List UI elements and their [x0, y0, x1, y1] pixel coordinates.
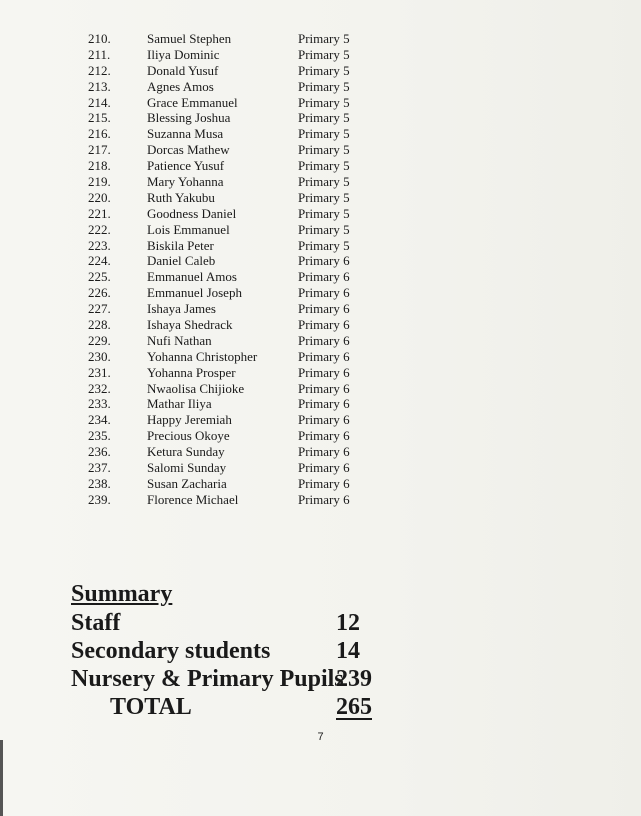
pupil-class: Primary 6: [298, 396, 350, 412]
summary-row-primary: [71, 665, 386, 693]
summary-value: 14: [336, 638, 360, 664]
pupil-class: Primary 5: [298, 142, 350, 158]
pupil-class: Primary 6: [298, 380, 350, 396]
list-item: [88, 381, 378, 397]
pupil-name: Dorcas Mathew: [147, 142, 230, 158]
pupil-number: 236.: [88, 444, 111, 460]
pupil-name: Ruth Yakubu: [147, 189, 215, 205]
pupil-name: Precious Okoye: [147, 428, 230, 444]
pupil-name: Nwaolisa Chijioke: [147, 380, 245, 396]
pupil-name: Iliya Dominic: [147, 46, 220, 62]
summary-row-total: [71, 693, 386, 721]
list-item: [88, 317, 378, 333]
summary-title: Summary: [71, 581, 173, 607]
list-item: [88, 190, 378, 206]
list-item: [88, 333, 378, 349]
list-item: [88, 396, 378, 412]
pupil-name: Mathar Iliya: [147, 396, 212, 412]
list-item: [88, 238, 378, 254]
pupil-class: Primary 6: [298, 460, 350, 476]
pupil-name: Goodness Daniel: [147, 205, 237, 221]
pupil-class: Primary 5: [298, 237, 350, 253]
pupil-name: Biskila Peter: [147, 237, 214, 253]
pupil-number: 213.: [88, 78, 111, 94]
list-item: [88, 95, 378, 111]
list-item: [88, 47, 378, 63]
pupil-class: Primary 6: [298, 428, 350, 444]
page-edge-mark: [0, 740, 3, 816]
list-item: [88, 126, 378, 142]
pupil-class: Primary 6: [298, 253, 350, 269]
summary-row-staff: [71, 609, 386, 637]
list-item: [88, 158, 378, 174]
pupil-number: 220.: [88, 189, 111, 205]
pupil-class: Primary 6: [298, 475, 350, 491]
pupil-name: Grace Emmanuel: [147, 94, 238, 110]
list-item: [88, 428, 378, 444]
list-item: [88, 492, 378, 508]
pupil-name: Lois Emmanuel: [147, 221, 230, 237]
pupil-number: 225.: [88, 269, 111, 285]
pupil-class: Primary 6: [298, 317, 350, 333]
pupil-name: Agnes Amos: [147, 78, 214, 94]
pupil-class: Primary 6: [298, 491, 350, 507]
pupil-class: Primary 5: [298, 94, 350, 110]
pupil-class: Primary 5: [298, 189, 350, 205]
pupil-class: Primary 5: [298, 126, 350, 142]
summary-value: 239: [336, 666, 372, 692]
total-value: 265: [336, 694, 372, 720]
list-item: [88, 110, 378, 126]
pupil-number: 212.: [88, 62, 111, 78]
list-item: [88, 222, 378, 238]
pupil-class: Primary 5: [298, 62, 350, 78]
pupil-number: 226.: [88, 285, 111, 301]
pupil-class: Primary 6: [298, 348, 350, 364]
pupil-class: Primary 6: [298, 301, 350, 317]
list-item: [88, 365, 378, 381]
pupil-class: Primary 6: [298, 332, 350, 348]
summary-label: Staff: [71, 610, 121, 636]
list-item: [88, 142, 378, 158]
pupil-number: 232.: [88, 380, 111, 396]
pupil-class: Primary 6: [298, 269, 350, 285]
list-item: [88, 253, 378, 269]
pupil-class: Primary 6: [298, 364, 350, 380]
list-item: [88, 31, 378, 47]
list-item: [88, 349, 378, 365]
pupil-name: Donald Yusuf: [147, 62, 219, 78]
pupil-name: Emmanuel Joseph: [147, 285, 242, 301]
pupil-class: Primary 6: [298, 285, 350, 301]
pupil-number: 227.: [88, 301, 111, 317]
pupil-class: Primary 5: [298, 31, 350, 46]
pupil-number: 222.: [88, 221, 111, 237]
summary-label: Nursery & Primary Pupils: [71, 666, 344, 692]
pupil-class: Primary 5: [298, 110, 350, 126]
pupil-number: 214.: [88, 94, 111, 110]
summary-label: Secondary students: [71, 638, 271, 664]
pupil-name: Florence Michael: [147, 491, 239, 507]
total-label: TOTAL: [110, 694, 192, 720]
page-number: 7: [317, 731, 324, 743]
pupil-number: 223.: [88, 237, 111, 253]
pupil-number: 210.: [88, 31, 111, 46]
summary-value: 12: [336, 610, 360, 636]
list-item: [88, 460, 378, 476]
pupil-class: Primary 5: [298, 205, 350, 221]
pupil-name: Salomi Sunday: [147, 460, 227, 476]
pupil-name: Ishaya James: [147, 301, 216, 317]
pupil-name: Suzanna Musa: [147, 126, 224, 142]
pupil-number: 230.: [88, 348, 111, 364]
list-item: [88, 444, 378, 460]
pupil-number: 218.: [88, 158, 111, 174]
list-item: [88, 476, 378, 492]
pupil-number: 221.: [88, 205, 111, 221]
pupil-name: Emmanuel Amos: [147, 269, 237, 285]
pupil-number: 211.: [88, 46, 111, 62]
pupil-number: 215.: [88, 110, 111, 126]
list-item: [88, 63, 378, 79]
pupil-name: Susan Zacharia: [147, 475, 227, 491]
pupil-class: Primary 5: [298, 174, 350, 190]
pupil-number: 216.: [88, 126, 111, 142]
pupil-name: Patience Yusuf: [147, 158, 225, 174]
pupil-name: Nufi Nathan: [147, 332, 212, 348]
pupil-number: 229.: [88, 332, 111, 348]
pupil-name: Samuel Stephen: [147, 31, 232, 46]
pupil-class: Primary 6: [298, 412, 350, 428]
pupil-number: 219.: [88, 174, 111, 190]
pupil-name: Yohanna Prosper: [147, 364, 236, 380]
pupil-number: 234.: [88, 412, 111, 428]
pupil-name: Blessing Joshua: [147, 110, 231, 126]
list-item: [88, 206, 378, 222]
pupil-number: 238.: [88, 475, 111, 491]
pupil-class: Primary 5: [298, 46, 350, 62]
pupil-name: Ishaya Shedrack: [147, 317, 233, 333]
pupil-class: Primary 5: [298, 78, 350, 94]
pupil-name: Daniel Caleb: [147, 253, 216, 269]
pupil-number: 217.: [88, 142, 111, 158]
pupil-number: 233.: [88, 396, 111, 412]
pupil-list: [88, 31, 378, 508]
pupil-number: 231.: [88, 364, 111, 380]
list-item: [88, 174, 378, 190]
summary-section: [71, 580, 386, 721]
summary-row-secondary: [71, 637, 386, 665]
list-item: [88, 285, 378, 301]
list-item: [88, 301, 378, 317]
pupil-number: 235.: [88, 428, 111, 444]
pupil-class: Primary 5: [298, 158, 350, 174]
list-item: [88, 79, 378, 95]
pupil-number: 239.: [88, 491, 111, 507]
pupil-name: Ketura Sunday: [147, 444, 225, 460]
pupil-name: Happy Jeremiah: [147, 412, 232, 428]
list-item: [88, 412, 378, 428]
pupil-name: Mary Yohanna: [147, 174, 224, 190]
pupil-number: 237.: [88, 460, 111, 476]
pupil-number: 228.: [88, 317, 111, 333]
pupil-class: Primary 5: [298, 221, 350, 237]
pupil-number: 224.: [88, 253, 111, 269]
list-item: [88, 269, 378, 285]
pupil-name: Yohanna Christopher: [147, 348, 258, 364]
pupil-class: Primary 6: [298, 444, 350, 460]
